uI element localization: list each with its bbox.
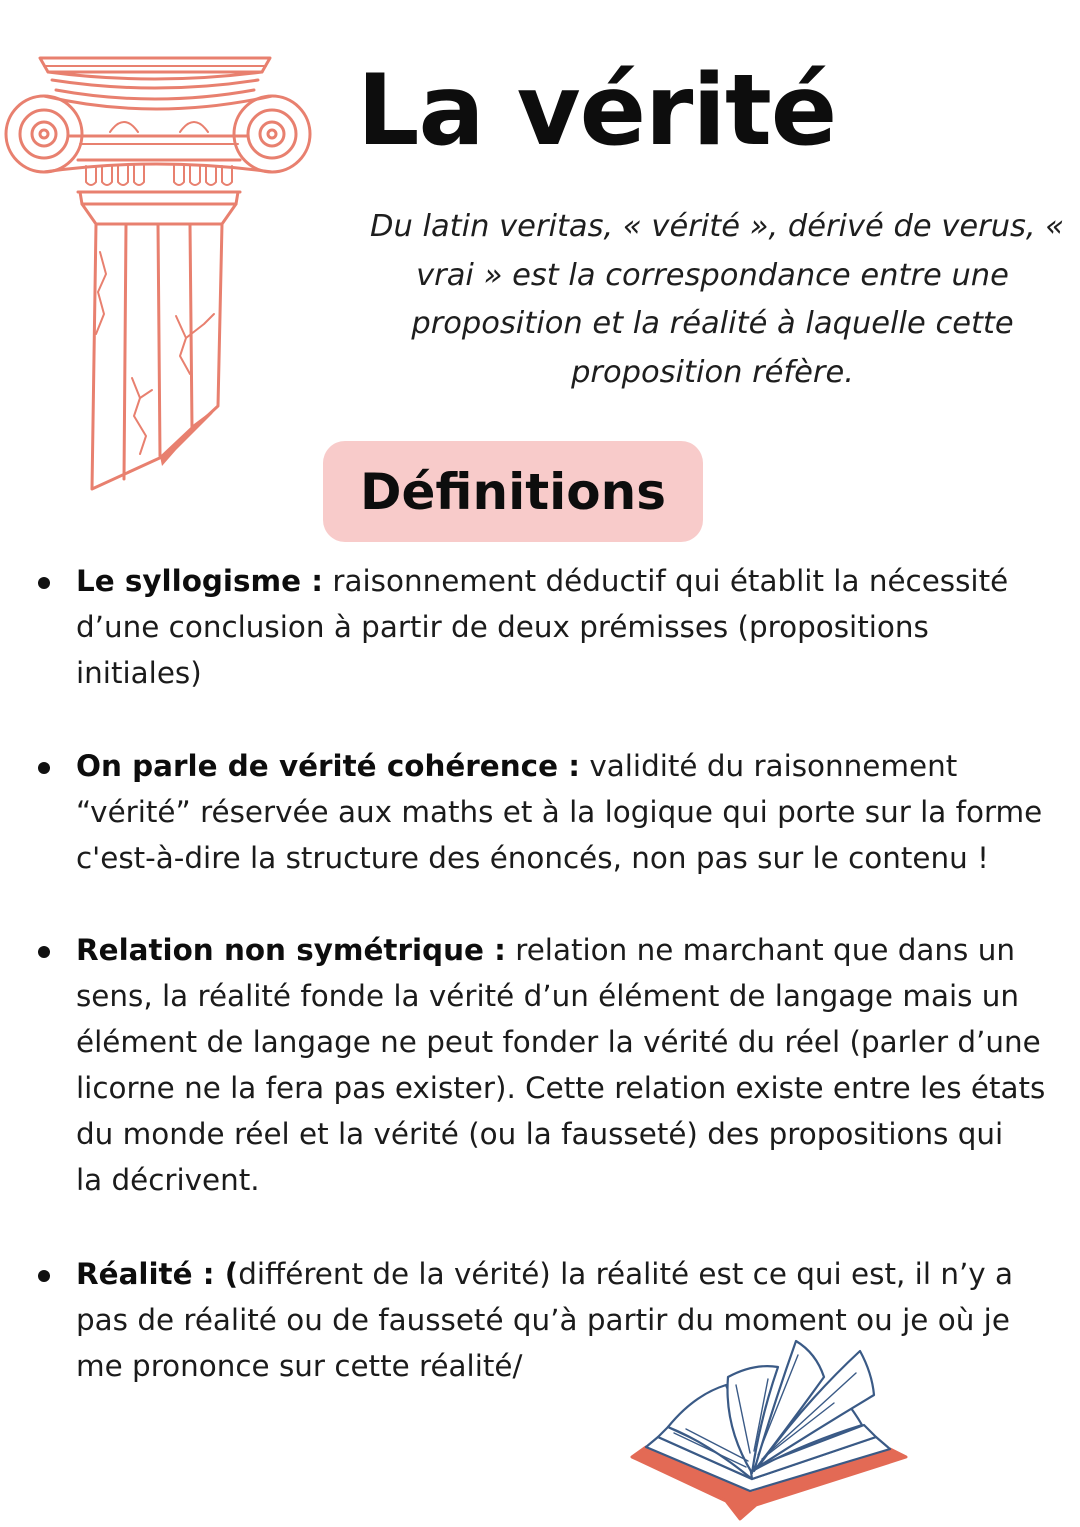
definition-text: différent de la vérité) la réalité est ce qui est, il n’y a [238,1257,1014,1291]
etymology-paragraph [370,203,1065,397]
etymology-line: proposition et la réalité à laquelle cette [411,306,1014,341]
bullet-icon [38,577,50,589]
definition-line [76,1251,1013,1297]
page-title: La vérité [357,54,837,168]
definition-term: On parle de vérité cohérence : [76,749,580,783]
definition-line [76,743,957,789]
definitions-heading: Définitions [360,462,666,521]
etymology-line: vrai » est la correspondance entre une [416,257,1009,293]
definition-line: “vérité” réservée aux maths et à la logique qui porte sur la forme [76,795,1043,829]
definitions-badge [323,441,703,542]
definition-line [76,927,1015,973]
definition-line: d’une conclusion à partir de deux prémisses (propositions [76,610,929,644]
open-book-illustration [628,1333,913,1521]
definition-line: initiales) [76,656,202,690]
definition-line: pas de réalité ou de fausseté qu’à partir du moment ou je où je [76,1303,1010,1337]
definition-term: Le syllogisme : [76,564,324,598]
definition-line: élément de langage ne peut fonder la vérité du réel (parler d’une [76,1025,1041,1059]
definition-line: la décrivent. [76,1163,260,1197]
definition-line: du monde réel et la vérité (ou la fausseté) des propositions qui [76,1117,1004,1151]
definition-text: raisonnement déductif qui établit la nécessité [323,564,1009,598]
definition-line: c'est-à-dire la structure des énoncés, non pas sur le contenu ! [76,841,989,875]
definition-line [76,558,1008,604]
definition-line: me prononce sur cette réalité/ [76,1349,523,1383]
definition-term: Relation non symétrique : [76,933,506,967]
definition-text: relation ne marchant que dans un [505,933,1015,967]
etymology-line: Du latin veritas, « vérité », dérivé de verus, « [370,209,1065,244]
definition-line: licorne ne la fera pas exister). Cette relation existe entre les états [76,1071,1046,1105]
definition-term: Réalité : ( [76,1257,239,1291]
definition-line: sens, la réalité fonde la vérité d’un élément de langage mais un [76,979,1020,1013]
greek-column-illustration [0,52,318,497]
bullet-icon [38,946,50,958]
bullet-icon [38,1270,50,1282]
definition-text: validité du raisonnement [580,749,958,783]
etymology-line: proposition réfère. [571,354,854,390]
bullet-icon [38,762,50,774]
